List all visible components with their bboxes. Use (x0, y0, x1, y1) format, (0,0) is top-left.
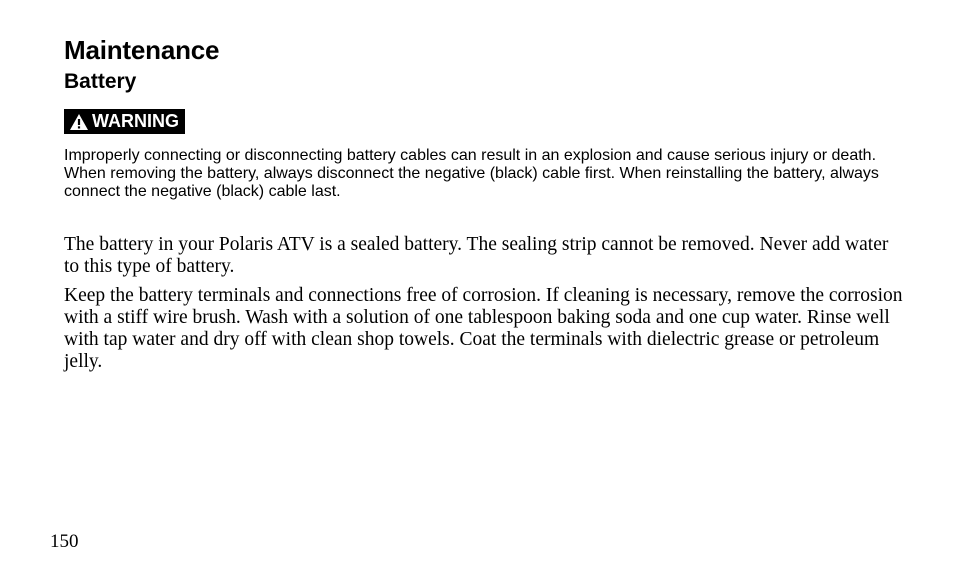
warning-badge (64, 109, 185, 134)
warning-label: WARNING (92, 111, 179, 131)
page-number: 150 (50, 531, 79, 552)
warning-triangle-icon (69, 113, 89, 131)
warning-message: Improperly connecting or disconnecting battery cables can result in an explosion and cause serious injury or death. When removing the battery, always disconnect the negative (black) cable first. When reinstalling the battery, always connect the negative (black) cable last. (64, 147, 879, 200)
subsection-title: Battery (64, 70, 137, 93)
body-paragraph: Keep the battery terminals and connections free of corrosion. If cleaning is necessary, remove the corrosion with a stiff wire brush. Wash with a solution of one tablespoon baking soda and one cup water. Rinse well with tap water and dry off with clean shop towels. Coat the terminals with dielectric grease or petroleum jelly. (64, 285, 903, 372)
body-paragraph: The battery in your Polaris ATV is a sealed battery. The sealing strip cannot be removed. Never add water to this type of battery. (64, 234, 889, 277)
section-title: Maintenance (64, 35, 220, 65)
